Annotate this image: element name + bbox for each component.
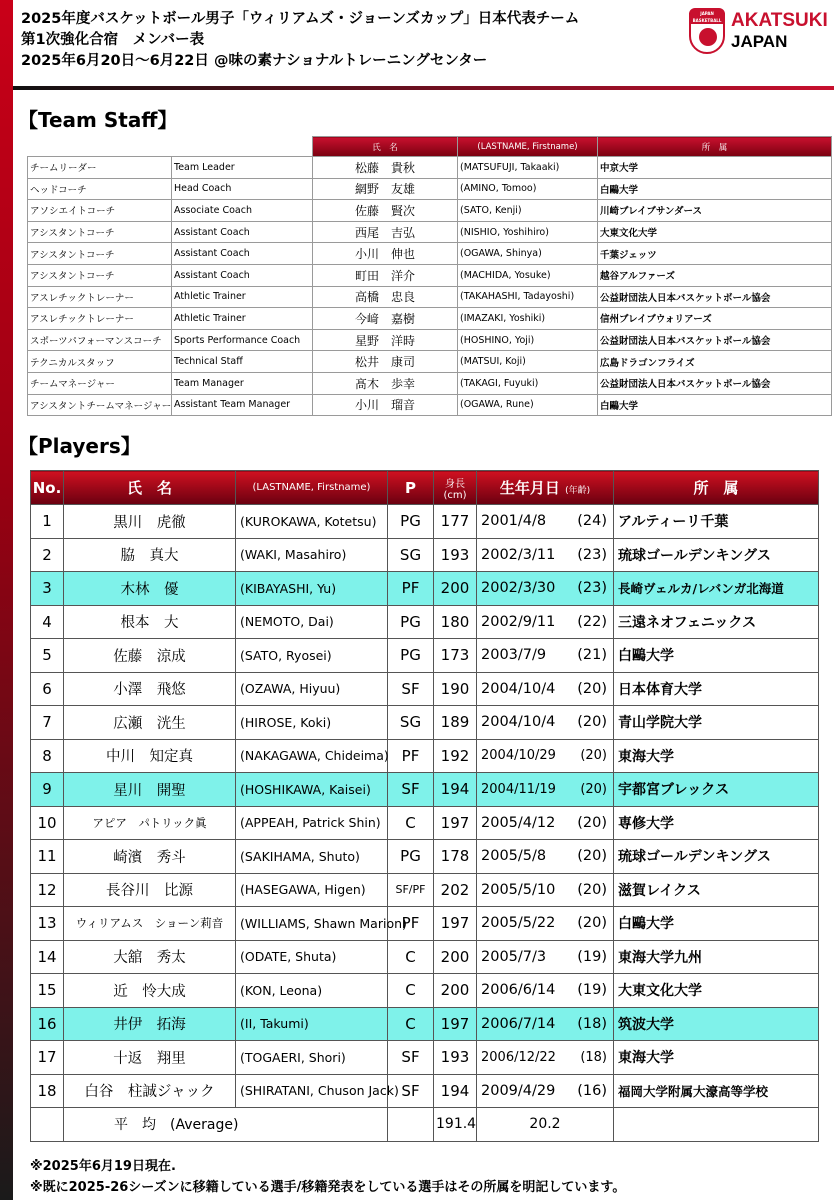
staff-role-jp: アシスタントコーチ <box>28 264 172 286</box>
staff-romanized: (AMINO, Tomoo) <box>458 178 598 200</box>
player-number: 17 <box>31 1041 64 1075</box>
player-age: (24) <box>577 513 607 530</box>
jba-badge-icon <box>689 8 725 54</box>
player-row <box>31 639 819 673</box>
staff-role-en: Sports Performance Coach <box>172 329 313 351</box>
height-unit: (cm) <box>443 489 467 501</box>
staff-affiliation: 公益財団法人日本バスケットボール協会 <box>598 286 832 308</box>
player-row <box>31 873 819 907</box>
player-romanized: (HIROSE, Koki) <box>236 706 388 740</box>
document-header <box>13 0 834 80</box>
player-row <box>31 505 819 539</box>
staff-role-en: Team Manager <box>172 372 313 394</box>
staff-affiliation: 広島ドラゴンフライズ <box>598 351 832 373</box>
player-number: 16 <box>31 1007 64 1041</box>
staff-row <box>28 372 832 394</box>
player-position: PF <box>388 739 434 773</box>
staff-romanized: (MACHIDA, Yosuke) <box>458 264 598 286</box>
staff-header-row <box>28 137 832 157</box>
staff-affiliation: 公益財団法人日本バスケットボール協会 <box>598 372 832 394</box>
player-age: (23) <box>577 580 607 597</box>
badge-label: JAPAN BASKETBALL <box>692 11 722 23</box>
staff-role-en: Technical Staff <box>172 351 313 373</box>
player-birthdate: 2005/5/8 <box>481 848 547 865</box>
player-age: (22) <box>577 613 607 630</box>
player-position: SF <box>388 773 434 807</box>
average-pos-blank <box>388 1108 434 1142</box>
player-romanized: (KON, Leona) <box>236 974 388 1008</box>
player-birthdate: 2004/10/4 <box>481 714 556 731</box>
players-header-affiliation: 所 属 <box>614 471 819 505</box>
staff-romanized: (OGAWA, Rune) <box>458 394 598 416</box>
player-age: (20) <box>580 781 607 797</box>
player-affiliation: 福岡大学附属大濠高等学校 <box>614 1074 819 1108</box>
player-position: C <box>388 806 434 840</box>
staff-row <box>28 286 832 308</box>
player-height: 173 <box>434 639 477 673</box>
player-birthdate: 2003/7/9 <box>481 647 547 664</box>
staff-row <box>28 308 832 330</box>
staff-role-en: Assistant Team Manager <box>172 394 313 416</box>
player-height: 200 <box>434 940 477 974</box>
staff-affiliation: 白鷗大学 <box>598 394 832 416</box>
player-height: 194 <box>434 1074 477 1108</box>
staff-role-jp: アシスタントコーチ <box>28 243 172 265</box>
player-dob <box>477 572 614 606</box>
staff-role-jp: アシスタントチームマネージャー <box>28 394 172 416</box>
header-date-venue: 2025年6月20日～6月22日 @味の素ナショナルトレーニングセンター <box>21 53 488 69</box>
player-position: PF <box>388 572 434 606</box>
staff-row <box>28 351 832 373</box>
staff-affiliation: 白鷗大学 <box>598 178 832 200</box>
player-number: 2 <box>31 538 64 572</box>
player-age: (20) <box>577 915 607 932</box>
staff-romanized: (IMAZAKI, Yoshiki) <box>458 308 598 330</box>
player-affiliation: 琉球ゴールデンキングス <box>614 538 819 572</box>
player-affiliation: 大東文化大学 <box>614 974 819 1008</box>
player-birthdate: 2002/9/11 <box>481 613 556 630</box>
staff-role-jp: アスレチックトレーナー <box>28 286 172 308</box>
player-number: 18 <box>31 1074 64 1108</box>
player-age: (20) <box>577 881 607 898</box>
player-birthdate: 2006/12/22 <box>481 1049 556 1065</box>
player-age: (16) <box>577 1082 607 1099</box>
staff-affiliation: 公益財団法人日本バスケットボール協会 <box>598 329 832 351</box>
player-position: PG <box>388 639 434 673</box>
player-name: アピア パトリック眞 <box>64 806 236 840</box>
player-age: (19) <box>577 948 607 965</box>
player-romanized: (SHIRATANI, Chuson Jack) <box>236 1074 388 1108</box>
player-romanized: (TOGAERI, Shori) <box>236 1041 388 1075</box>
player-position: SG <box>388 706 434 740</box>
player-number: 6 <box>31 672 64 706</box>
player-number: 15 <box>31 974 64 1008</box>
player-dob <box>477 538 614 572</box>
player-age: (20) <box>577 680 607 697</box>
player-birthdate: 2006/7/14 <box>481 1015 556 1032</box>
staff-row <box>28 221 832 243</box>
player-name: 佐藤 涼成 <box>64 639 236 673</box>
player-affiliation: 東海大学九州 <box>614 940 819 974</box>
players-header-position: P <box>388 471 434 505</box>
player-position: SG <box>388 538 434 572</box>
staff-name: 町田 洋介 <box>313 264 458 286</box>
player-height: 197 <box>434 1007 477 1041</box>
left-accent-bar <box>0 0 13 1200</box>
staff-header-affiliation: 所 属 <box>598 137 832 157</box>
staff-role-en: Athletic Trainer <box>172 308 313 330</box>
player-dob <box>477 1074 614 1108</box>
staff-affiliation: 中京大学 <box>598 157 832 179</box>
player-number: 14 <box>31 940 64 974</box>
player-height: 200 <box>434 974 477 1008</box>
average-row <box>31 1108 819 1142</box>
player-name: 長谷川 比源 <box>64 873 236 907</box>
player-position: PG <box>388 605 434 639</box>
staff-name: 佐藤 賢次 <box>313 200 458 222</box>
player-age: (20) <box>577 848 607 865</box>
player-dob <box>477 873 614 907</box>
player-affiliation: 白鷗大学 <box>614 639 819 673</box>
player-height: 193 <box>434 538 477 572</box>
staff-romanized: (OGAWA, Shinya) <box>458 243 598 265</box>
player-number: 12 <box>31 873 64 907</box>
player-height: 189 <box>434 706 477 740</box>
player-affiliation: 三遠ネオフェニックス <box>614 605 819 639</box>
player-romanized: (WILLIAMS, Shawn Marion) <box>236 907 388 941</box>
player-birthdate: 2005/5/22 <box>481 915 556 932</box>
player-affiliation: 宇都宮ブレックス <box>614 773 819 807</box>
staff-name: 網野 友雄 <box>313 178 458 200</box>
player-row <box>31 907 819 941</box>
player-row <box>31 1074 819 1108</box>
player-height: 194 <box>434 773 477 807</box>
staff-role-jp: チームマネージャー <box>28 372 172 394</box>
player-affiliation: 長崎ヴェルカ/レバンガ北海道 <box>614 572 819 606</box>
footnote-transfer: ※既に2025-26シーズンに移籍している選手/移籍発表をしている選手はその所属を明記しています。 <box>30 1180 626 1195</box>
footnote-date: ※2025年6月19日現在. <box>30 1159 176 1174</box>
player-name: 近 怜大成 <box>64 974 236 1008</box>
staff-role-jp: チームリーダー <box>28 157 172 179</box>
staff-row <box>28 394 832 416</box>
player-position: C <box>388 1007 434 1041</box>
staff-header-blank <box>28 137 172 157</box>
player-position: SF <box>388 672 434 706</box>
staff-name: 松井 康司 <box>313 351 458 373</box>
average-age: 20.2 <box>477 1108 614 1142</box>
average-no-blank <box>31 1108 64 1142</box>
players-section-title: 【Players】 <box>18 434 141 458</box>
staff-role-en: Assistant Coach <box>172 264 313 286</box>
player-affiliation: 東海大学 <box>614 1041 819 1075</box>
players-header-height <box>434 471 477 505</box>
staff-affiliation: 大東文化大学 <box>598 221 832 243</box>
player-height: 180 <box>434 605 477 639</box>
player-affiliation: 滋賀レイクス <box>614 873 819 907</box>
staff-row <box>28 264 832 286</box>
player-number: 7 <box>31 706 64 740</box>
player-birthdate: 2002/3/30 <box>481 580 556 597</box>
player-name: 小澤 飛悠 <box>64 672 236 706</box>
staff-affiliation: 越谷アルファーズ <box>598 264 832 286</box>
player-affiliation: 白鷗大学 <box>614 907 819 941</box>
player-position: PG <box>388 840 434 874</box>
player-name: 大舘 秀太 <box>64 940 236 974</box>
player-dob <box>477 706 614 740</box>
logo-japan: JAPAN <box>731 32 788 51</box>
dob-label: 生年月日 <box>499 479 560 497</box>
staff-role-jp: アソシエイトコーチ <box>28 200 172 222</box>
player-number: 9 <box>31 773 64 807</box>
player-affiliation: 日本体育大学 <box>614 672 819 706</box>
staff-role-jp: アシスタントコーチ <box>28 221 172 243</box>
staff-affiliation: 川崎ブレイブサンダース <box>598 200 832 222</box>
player-romanized: (II, Takumi) <box>236 1007 388 1041</box>
player-dob <box>477 1041 614 1075</box>
player-row <box>31 739 819 773</box>
staff-name: 星野 洋時 <box>313 329 458 351</box>
player-height: 178 <box>434 840 477 874</box>
average-aff-blank <box>614 1108 819 1142</box>
player-dob <box>477 773 614 807</box>
staff-row <box>28 200 832 222</box>
player-height: 177 <box>434 505 477 539</box>
player-number: 8 <box>31 739 64 773</box>
staff-name: 高橋 忠良 <box>313 286 458 308</box>
player-dob <box>477 605 614 639</box>
staff-romanized: (MATSUFUJI, Takaaki) <box>458 157 598 179</box>
staff-name: 西尾 吉弘 <box>313 221 458 243</box>
player-position: SF <box>388 1041 434 1075</box>
average-height: 191.4 <box>434 1108 477 1142</box>
player-romanized: (SAKIHAMA, Shuto) <box>236 840 388 874</box>
player-height: 193 <box>434 1041 477 1075</box>
player-birthdate: 2001/4/8 <box>481 513 547 530</box>
player-name: 木林 優 <box>64 572 236 606</box>
player-birthdate: 2006/6/14 <box>481 982 556 999</box>
player-name: 崎濱 秀斗 <box>64 840 236 874</box>
player-row <box>31 840 819 874</box>
age-label: (年齢) <box>565 486 591 496</box>
staff-role-jp: アスレチックトレーナー <box>28 308 172 330</box>
players-header-name: 氏 名 <box>64 471 236 505</box>
player-birthdate: 2005/4/12 <box>481 814 556 831</box>
height-label: 身長 <box>445 478 465 490</box>
player-age: (23) <box>577 546 607 563</box>
player-row <box>31 806 819 840</box>
player-romanized: (NAKAGAWA, Chideima) <box>236 739 388 773</box>
player-name: 根本 大 <box>64 605 236 639</box>
player-age: (20) <box>580 748 607 764</box>
player-romanized: (NEMOTO, Dai) <box>236 605 388 639</box>
player-number: 5 <box>31 639 64 673</box>
player-dob <box>477 505 614 539</box>
staff-role-en: Athletic Trainer <box>172 286 313 308</box>
player-name: ウィリアムス ショーン莉音 <box>64 907 236 941</box>
staff-header-blank <box>172 137 313 157</box>
player-romanized: (SATO, Ryosei) <box>236 639 388 673</box>
player-romanized: (KUROKAWA, Kotetsu) <box>236 505 388 539</box>
player-affiliation: 琉球ゴールデンキングス <box>614 840 819 874</box>
player-birthdate: 2005/5/10 <box>481 881 556 898</box>
player-romanized: (KIBAYASHI, Yu) <box>236 572 388 606</box>
player-row <box>31 974 819 1008</box>
player-position: C <box>388 940 434 974</box>
player-position: SF/PF <box>388 873 434 907</box>
player-dob <box>477 907 614 941</box>
player-romanized: (WAKI, Masahiro) <box>236 538 388 572</box>
player-age: (18) <box>580 1049 607 1065</box>
basketball-icon <box>699 28 717 46</box>
player-age: (20) <box>577 714 607 731</box>
player-height: 197 <box>434 907 477 941</box>
staff-role-en: Associate Coach <box>172 200 313 222</box>
player-dob <box>477 739 614 773</box>
player-number: 11 <box>31 840 64 874</box>
staff-table <box>27 136 832 416</box>
player-row <box>31 1041 819 1075</box>
player-position: PG <box>388 505 434 539</box>
players-table <box>30 470 819 1142</box>
player-row <box>31 538 819 572</box>
player-romanized: (HOSHIKAWA, Kaisei) <box>236 773 388 807</box>
players-header-dob <box>477 471 614 505</box>
player-birthdate: 2005/7/3 <box>481 948 547 965</box>
staff-role-jp: スポーツパフォーマンスコーチ <box>28 329 172 351</box>
player-birthdate: 2002/3/11 <box>481 546 556 563</box>
player-name: 脇 真大 <box>64 538 236 572</box>
player-affiliation: アルティーリ千葉 <box>614 505 819 539</box>
staff-header-romanized: (LASTNAME, Firstname) <box>458 137 598 157</box>
player-position: PF <box>388 907 434 941</box>
player-dob <box>477 672 614 706</box>
staff-role-en: Assistant Coach <box>172 243 313 265</box>
staff-row <box>28 157 832 179</box>
staff-role-jp: ヘッドコーチ <box>28 178 172 200</box>
player-name: 十返 翔里 <box>64 1041 236 1075</box>
player-affiliation: 筑波大学 <box>614 1007 819 1041</box>
header-subtitle: 第1次強化合宿 メンバー表 <box>21 32 205 48</box>
header-title: 2025年度バスケットボール男子「ウィリアムズ・ジョーンズカップ」日本代表チーム <box>21 11 580 27</box>
player-affiliation: 青山学院大学 <box>614 706 819 740</box>
player-romanized: (HASEGAWA, Higen) <box>236 873 388 907</box>
player-age: (18) <box>577 1015 607 1032</box>
staff-affiliation: 千葉ジェッツ <box>598 243 832 265</box>
player-dob <box>477 639 614 673</box>
player-age: (21) <box>577 647 607 664</box>
player-number: 13 <box>31 907 64 941</box>
player-height: 200 <box>434 572 477 606</box>
player-name: 星川 開聖 <box>64 773 236 807</box>
player-dob <box>477 1007 614 1041</box>
player-name: 井伊 拓海 <box>64 1007 236 1041</box>
staff-name: 小川 瑠音 <box>313 394 458 416</box>
staff-row <box>28 329 832 351</box>
staff-header-name: 氏 名 <box>313 137 458 157</box>
staff-romanized: (HOSHINO, Yoji) <box>458 329 598 351</box>
player-romanized: (APPEAH, Patrick Shin) <box>236 806 388 840</box>
staff-name: 小川 伸也 <box>313 243 458 265</box>
players-header-no: No. <box>31 471 64 505</box>
player-row <box>31 572 819 606</box>
player-row <box>31 706 819 740</box>
player-row <box>31 1007 819 1041</box>
player-birthdate: 2004/11/19 <box>481 781 556 797</box>
player-row <box>31 940 819 974</box>
footnotes <box>30 1156 625 1198</box>
player-dob <box>477 806 614 840</box>
player-height: 190 <box>434 672 477 706</box>
player-row <box>31 672 819 706</box>
player-age: (19) <box>577 982 607 999</box>
staff-section-title: 【Team Staff】 <box>18 108 178 132</box>
staff-romanized: (TAKAHASHI, Tadayoshi) <box>458 286 598 308</box>
staff-romanized: (TAKAGI, Fuyuki) <box>458 372 598 394</box>
staff-romanized: (NISHIO, Yoshihiro) <box>458 221 598 243</box>
player-position: C <box>388 974 434 1008</box>
player-birthdate: 2004/10/4 <box>481 680 556 697</box>
staff-role-jp: テクニカルスタッフ <box>28 351 172 373</box>
player-height: 192 <box>434 739 477 773</box>
player-row <box>31 605 819 639</box>
staff-name: 今﨑 嘉樹 <box>313 308 458 330</box>
player-birthdate: 2009/4/29 <box>481 1082 556 1099</box>
akatsuki-japan-logo <box>689 8 839 54</box>
players-header-romanized: (LASTNAME, Firstname) <box>236 471 388 505</box>
player-name: 白谷 柱誠ジャック <box>64 1074 236 1108</box>
player-affiliation: 東海大学 <box>614 739 819 773</box>
player-number: 10 <box>31 806 64 840</box>
player-row <box>31 773 819 807</box>
staff-row <box>28 178 832 200</box>
staff-romanized: (SATO, Kenji) <box>458 200 598 222</box>
player-dob <box>477 840 614 874</box>
average-label: 平 均 (Average) <box>64 1108 388 1142</box>
staff-role-en: Team Leader <box>172 157 313 179</box>
player-dob <box>477 974 614 1008</box>
player-name: 黒川 虎徹 <box>64 505 236 539</box>
player-number: 4 <box>31 605 64 639</box>
player-height: 202 <box>434 873 477 907</box>
player-romanized: (ODATE, Shuta) <box>236 940 388 974</box>
staff-role-en: Head Coach <box>172 178 313 200</box>
logo-akatsuki: AKATSUKI <box>731 10 828 31</box>
player-romanized: (OZAWA, Hiyuu) <box>236 672 388 706</box>
player-birthdate: 2004/10/29 <box>481 748 556 764</box>
player-height: 197 <box>434 806 477 840</box>
player-affiliation: 専修大学 <box>614 806 819 840</box>
staff-role-en: Assistant Coach <box>172 221 313 243</box>
player-position: SF <box>388 1074 434 1108</box>
player-name: 広瀬 洸生 <box>64 706 236 740</box>
staff-row <box>28 243 832 265</box>
players-header-row <box>31 471 819 505</box>
player-name: 中川 知定真 <box>64 739 236 773</box>
player-number: 3 <box>31 572 64 606</box>
staff-name: 髙木 歩幸 <box>313 372 458 394</box>
staff-romanized: (MATSUI, Koji) <box>458 351 598 373</box>
player-age: (20) <box>577 814 607 831</box>
header-divider <box>13 86 834 90</box>
player-dob <box>477 940 614 974</box>
player-number: 1 <box>31 505 64 539</box>
staff-name: 松藤 貴秋 <box>313 157 458 179</box>
staff-affiliation: 信州ブレイブウォリアーズ <box>598 308 832 330</box>
